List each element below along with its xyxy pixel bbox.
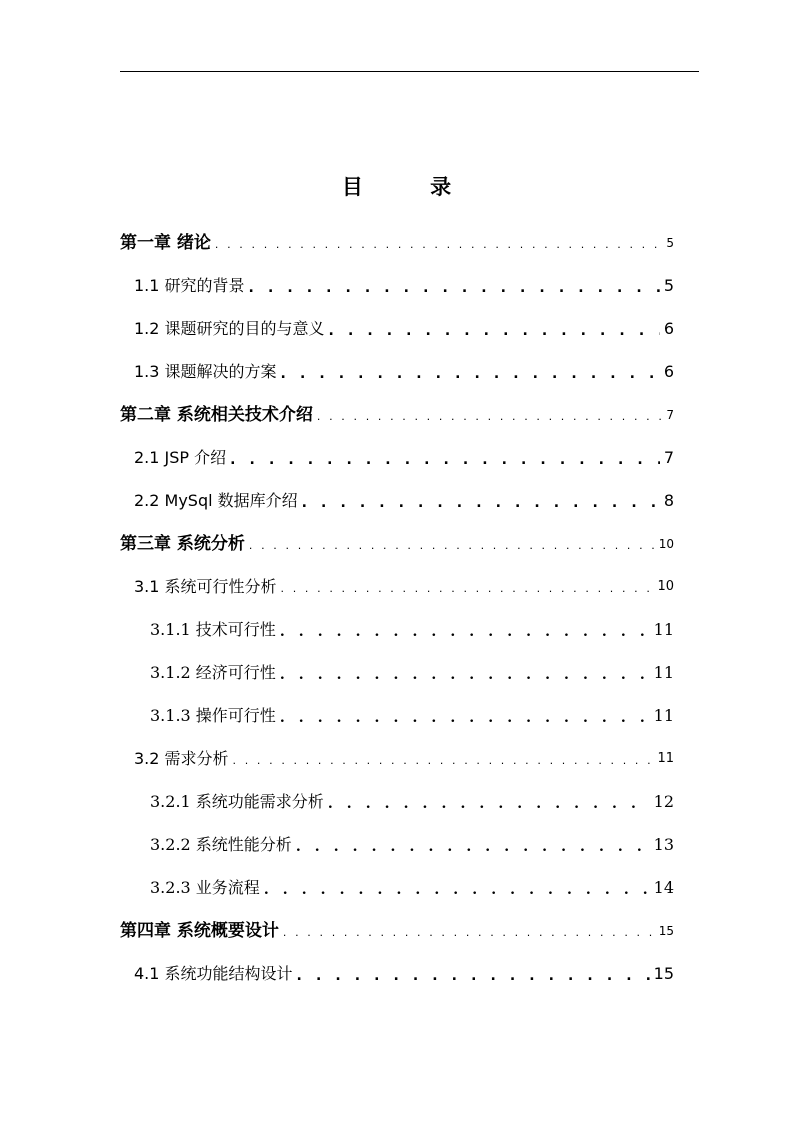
toc-entry-label: 3.1.1 技术可行性 <box>150 620 276 639</box>
toc-entry-label: 1.1 研究的背景 <box>134 276 245 295</box>
toc-entry-chapter-4[interactable] <box>120 917 674 941</box>
leader-dots <box>249 538 655 554</box>
leader-dots <box>280 624 650 640</box>
toc-entry-label: 3.2 需求分析 <box>134 749 229 768</box>
toc-entry-page: 11 <box>653 620 674 639</box>
leader-dots <box>233 753 654 769</box>
toc-entry-label: 2.1 JSP 介绍 <box>134 448 227 467</box>
leader-dots <box>302 495 660 511</box>
toc-entry-page: 15 <box>653 964 674 983</box>
toc-entry-page: 7 <box>666 408 674 422</box>
leader-dots <box>280 667 650 683</box>
toc-entry-page: 12 <box>653 792 674 811</box>
toc-entry-page: 6 <box>663 362 674 381</box>
toc-entry-1-2[interactable] <box>134 315 674 339</box>
toc-entry-4-1[interactable] <box>134 960 674 984</box>
toc-entry-page: 13 <box>653 835 674 854</box>
toc-entry-3-2-1[interactable] <box>150 788 674 812</box>
leader-dots <box>280 710 650 726</box>
leader-dots <box>297 968 650 984</box>
toc-entry-label: 第一章 绪论 <box>120 233 211 253</box>
toc-entry-chapter-2[interactable] <box>120 401 674 425</box>
toc-entry-3-2-2[interactable] <box>150 831 674 855</box>
toc-title: 目 录 <box>341 175 482 199</box>
toc-entry-3-1-2[interactable] <box>150 659 674 683</box>
toc-entry-label: 1.2 课题研究的目的与意义 <box>134 319 325 338</box>
toc-entry-label: 2.2 MySql 数据库介绍 <box>134 491 298 510</box>
toc-entry-label: 第二章 系统相关技术介绍 <box>120 405 313 425</box>
leader-dots <box>328 796 650 812</box>
leader-dots <box>329 323 660 339</box>
leader-dots <box>283 925 655 941</box>
toc-entry-chapter-3[interactable] <box>120 530 674 554</box>
leader-dots <box>296 839 650 855</box>
leader-dots <box>317 409 662 425</box>
toc-entry-page: 5 <box>663 276 674 295</box>
toc-entry-2-1[interactable] <box>134 444 674 468</box>
toc-entry-label: 3.1.2 经济可行性 <box>150 663 276 682</box>
toc-entry-label: 3.1 系统可行性分析 <box>134 577 277 596</box>
toc-entry-label: 3.2.3 业务流程 <box>150 878 260 897</box>
toc-entry-2-2[interactable] <box>134 487 674 511</box>
toc-entry-label: 第四章 系统概要设计 <box>120 921 279 941</box>
toc-entry-1-3[interactable] <box>134 358 674 382</box>
toc-entry-1-1[interactable] <box>134 272 674 296</box>
toc-entry-label: 1.3 课题解决的方案 <box>134 362 277 381</box>
toc-entry-3-1-1[interactable] <box>150 616 674 640</box>
leader-dots <box>249 280 660 296</box>
toc-entry-page: 8 <box>663 491 674 510</box>
toc-entry-label: 3.2.1 系统功能需求分析 <box>150 792 324 811</box>
toc-entry-3-1[interactable] <box>134 573 674 597</box>
toc-entry-page: 10 <box>657 579 674 594</box>
leader-dots <box>215 237 662 253</box>
toc-entry-label: 4.1 系统功能结构设计 <box>134 964 293 983</box>
toc-entry-3-2-3[interactable] <box>150 874 674 898</box>
toc-entry-page: 6 <box>663 319 674 338</box>
toc-entry-page: 10 <box>658 537 674 551</box>
toc-entry-page: 15 <box>658 924 674 938</box>
leader-dots <box>230 452 660 468</box>
leader-dots <box>281 366 660 382</box>
toc-entry-page: 14 <box>653 878 674 897</box>
toc-entry-chapter-1[interactable] <box>120 229 674 253</box>
toc-entry-label: 第三章 系统分析 <box>120 534 245 554</box>
toc-entry-label: 3.1.3 操作可行性 <box>150 706 276 725</box>
leader-dots <box>264 882 650 898</box>
leader-dots <box>281 581 654 597</box>
toc-entry-page: 11 <box>657 751 674 766</box>
toc-entry-page: 7 <box>663 448 674 467</box>
toc-entry-label: 3.2.2 系统性能分析 <box>150 835 292 854</box>
toc-entry-page: 11 <box>653 706 674 725</box>
toc-entry-page: 5 <box>666 236 674 250</box>
toc-entry-page: 11 <box>653 663 674 682</box>
toc-entry-3-2[interactable] <box>134 745 674 769</box>
toc-entry-3-1-3[interactable] <box>150 702 674 726</box>
